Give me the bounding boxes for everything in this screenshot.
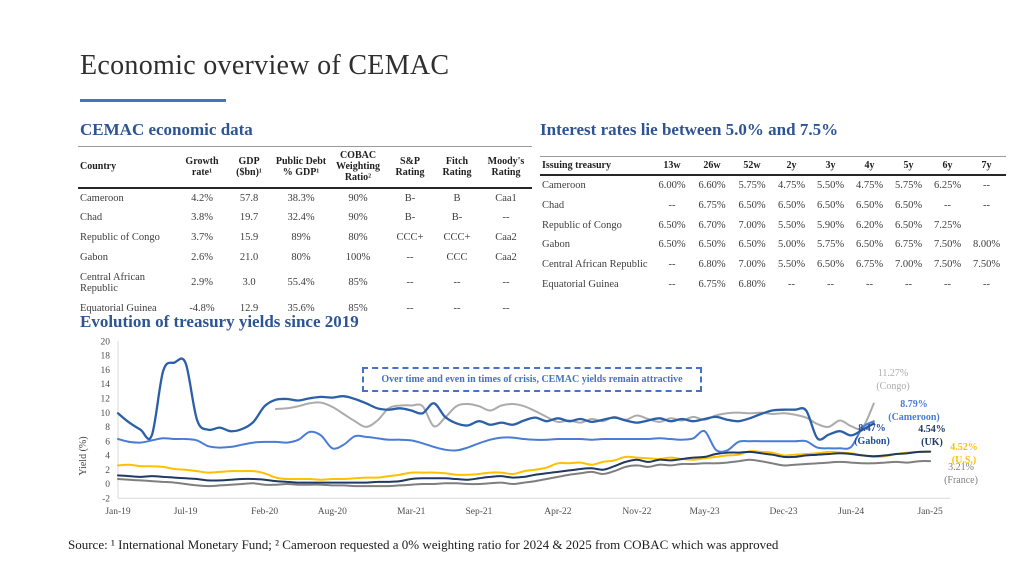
y-axis-ticks [101, 337, 111, 504]
table-row [78, 208, 532, 228]
value-cell: 8.00% [972, 239, 1001, 251]
end-label-name: (France) [944, 474, 978, 486]
value-cell: 6.50% [894, 219, 923, 231]
value-cell: -- [502, 303, 510, 315]
value-cell: 15.9 [239, 232, 259, 244]
value-cell: 7.00% [738, 259, 766, 271]
column-header: COBAC Weighting Ratio² [330, 147, 386, 188]
value-cell: 6.50% [698, 239, 726, 251]
chart-callout-box: Over time and even in times of crisis, CEMAC yields remain attractive [362, 367, 702, 392]
value-cell: -- [788, 278, 795, 290]
column-header: Country [78, 147, 178, 188]
end-label-name: (U.S.) [951, 454, 977, 466]
column-header: 6y [928, 157, 967, 176]
column-header: GDP ($bn)¹ [226, 147, 272, 188]
end-label-value: 4.52% [950, 442, 978, 453]
x-axis-ticks [105, 507, 943, 517]
section-title-economic-data: CEMAC economic data [80, 120, 253, 139]
y-axis-title: Yield (%) [78, 436, 89, 476]
row-label-cell: Republic of Congo [80, 232, 160, 244]
value-cell: 5.00% [777, 239, 806, 251]
value-cell: -- [502, 212, 510, 224]
column-header: Public Debt % GDP¹ [272, 147, 330, 188]
value-cell: 85% [348, 277, 368, 289]
value-cell: 57.8 [239, 192, 259, 204]
x-tick-label: Aug-20 [317, 507, 347, 517]
page-title: Economic overview of CEMAC [80, 50, 450, 81]
value-cell: Caa2 [495, 232, 517, 244]
value-cell: -- [406, 303, 414, 315]
value-cell: 5.90% [816, 219, 845, 231]
value-cell: -- [453, 303, 461, 315]
value-cell: 7.50% [972, 259, 1001, 271]
end-label-name: (Congo) [876, 380, 910, 392]
value-cell: 38.3% [287, 192, 315, 204]
value-cell: -- [944, 278, 951, 290]
value-cell: 6.75% [855, 259, 884, 271]
value-cell: 6.75% [698, 199, 726, 211]
row-label-cell: Chad [542, 199, 565, 211]
title-underline [80, 99, 226, 102]
table-row [540, 175, 1006, 196]
value-cell: 6.50% [738, 239, 766, 251]
value-cell: 6.80% [698, 259, 726, 271]
value-cell: 6.50% [855, 239, 884, 251]
table-row [540, 235, 1006, 255]
series-end-label-Cameroon [866, 399, 962, 424]
value-cell: Caa1 [495, 192, 517, 204]
value-cell: 35.6% [287, 303, 315, 315]
source-note: Source: ¹ International Monetary Fund; ² Cameroon requested a 0% weighting ratio for 2024 & 2025 from COBAC which was approved [68, 537, 779, 552]
column-header: Moody's Rating [480, 147, 532, 188]
value-cell: CCC+ [396, 232, 424, 244]
series-line-Congo [276, 402, 874, 429]
value-cell: -- [983, 199, 990, 211]
x-tick-label: Mar-21 [397, 507, 426, 517]
value-cell: 6.50% [894, 199, 923, 211]
value-cell: 2.9% [191, 277, 213, 289]
value-cell: 6.20% [855, 219, 884, 231]
interest-rates-table [540, 156, 1006, 295]
y-tick-label: 18 [100, 351, 110, 362]
value-cell: 5.50% [777, 219, 806, 231]
value-cell: 19.7 [239, 212, 259, 224]
table-row [540, 196, 1006, 216]
column-header: S&P Rating [386, 147, 434, 188]
value-cell: 90% [348, 212, 368, 224]
y-tick-label: 8 [105, 423, 110, 434]
x-tick-label: May-23 [689, 507, 720, 517]
value-cell: 6.75% [894, 239, 923, 251]
value-cell: CCC+ [443, 232, 471, 244]
value-cell: 5.75% [738, 180, 766, 192]
value-cell: -- [668, 259, 676, 271]
y-tick-label: 10 [100, 408, 110, 419]
table-row [540, 255, 1006, 275]
row-label-cell: Cameroon [80, 192, 124, 204]
value-cell: -- [502, 277, 510, 289]
y-tick-label: 20 [100, 337, 110, 348]
value-cell: 32.4% [287, 212, 315, 224]
x-tick-label: Jun-24 [838, 507, 865, 517]
column-header: 2y [772, 157, 811, 176]
value-cell: 80% [348, 232, 368, 244]
value-cell: 6.00% [658, 180, 686, 192]
value-cell: -- [866, 278, 873, 290]
value-cell: 7.25% [933, 219, 962, 231]
y-tick-label: 4 [105, 451, 110, 462]
value-cell: 6.50% [658, 219, 686, 231]
yield-chart [60, 336, 1024, 528]
column-header: Issuing treasury [540, 157, 652, 176]
end-label-value: 8.79% [900, 399, 928, 410]
series-end-label-Congo [860, 368, 926, 393]
x-tick-label: Feb-20 [251, 507, 279, 517]
value-cell: 80% [291, 251, 311, 263]
value-cell: 6.50% [816, 199, 845, 211]
row-label-cell: Equatorial Guinea [542, 278, 619, 290]
value-cell: B- [404, 212, 416, 224]
y-tick-label: 2 [105, 465, 110, 476]
value-cell: 5.50% [816, 180, 845, 192]
series-end-label-UK [907, 424, 957, 449]
value-cell: 3.8% [191, 212, 213, 224]
x-tick-label: Jan-25 [917, 507, 943, 517]
value-cell: 5.50% [777, 259, 806, 271]
value-cell: 100% [345, 251, 371, 263]
value-cell: B- [404, 192, 416, 204]
column-header: 52w [732, 157, 772, 176]
value-cell: -4.8% [189, 303, 215, 315]
value-cell: 7.50% [933, 239, 962, 251]
column-header: 3y [811, 157, 850, 176]
column-header: 5y [889, 157, 928, 176]
row-label-cell: Cameroon [542, 180, 586, 192]
value-cell: 90% [348, 192, 368, 204]
end-label-value: 11.27% [877, 368, 909, 379]
end-label-value: 3.21% [948, 462, 974, 473]
value-cell: 55.4% [287, 277, 315, 289]
column-header: 7y [967, 157, 1006, 176]
value-cell: 4.75% [777, 180, 806, 192]
y-tick-label: 12 [100, 394, 110, 405]
value-cell: -- [668, 278, 676, 290]
value-cell: 5.75% [894, 180, 923, 192]
value-cell: CCC [446, 251, 468, 263]
value-cell: 6.80% [738, 278, 766, 290]
end-label-value: 4.54% [918, 424, 946, 435]
series-line-France [118, 460, 930, 486]
column-header: Fitch Rating [434, 147, 480, 188]
value-cell: -- [944, 199, 951, 211]
y-tick-label: 14 [100, 380, 110, 391]
value-cell: 5.75% [816, 239, 845, 251]
value-cell: 6.50% [777, 199, 806, 211]
value-cell: 2.6% [191, 251, 213, 263]
value-cell: -- [406, 277, 414, 289]
value-cell: 3.0 [242, 277, 256, 289]
y-tick-label: -2 [102, 494, 110, 505]
row-label-cell: Gabon [80, 251, 108, 263]
value-cell: -- [905, 278, 912, 290]
row-label-cell: Gabon [542, 239, 570, 251]
end-label-name: (Cameroon) [888, 411, 940, 423]
row-label-cell: Chad [80, 212, 103, 224]
value-cell: B- [451, 212, 463, 224]
value-cell: -- [453, 277, 461, 289]
table-row [540, 216, 1006, 236]
value-cell: 85% [348, 303, 368, 315]
column-header: 4y [850, 157, 889, 176]
value-cell: 4.75% [855, 180, 884, 192]
value-cell: 6.50% [855, 199, 884, 211]
value-cell: Caa2 [495, 251, 517, 263]
value-cell: -- [983, 180, 990, 192]
row-label-cell: Central African Republic [80, 271, 146, 295]
value-cell: 12.9 [239, 303, 259, 315]
header-row [540, 157, 1006, 176]
value-cell: 6.50% [816, 259, 845, 271]
value-cell: 6.50% [658, 239, 686, 251]
value-cell: -- [406, 251, 414, 263]
economic-data-table [78, 146, 532, 319]
x-tick-label: Jul-19 [173, 507, 198, 517]
column-header: 26w [692, 157, 732, 176]
row-label-cell: Central African Republic [542, 259, 648, 271]
table-row [78, 268, 532, 300]
value-cell: 3.7% [191, 232, 213, 244]
series-end-label-Gabon [839, 423, 905, 448]
x-tick-label: Sep-21 [465, 507, 493, 517]
value-cell [967, 216, 1006, 236]
value-cell: 6.70% [698, 219, 726, 231]
value-cell: 4.2% [191, 192, 213, 204]
end-label-name: (UK) [921, 436, 943, 448]
section-title-yield-chart: Evolution of treasury yields since 2019 [80, 312, 359, 331]
value-cell: 6.75% [698, 278, 726, 290]
end-label-name: (Gabon) [854, 435, 890, 447]
y-tick-label: 16 [100, 365, 110, 376]
value-cell: -- [668, 199, 676, 211]
value-cell: 7.00% [738, 219, 766, 231]
row-label-cell: Republic of Congo [542, 219, 622, 231]
table-row [78, 188, 532, 209]
value-cell: B [453, 192, 461, 204]
value-cell: 6.25% [933, 180, 962, 192]
table-row [78, 228, 532, 248]
series-line-UK [118, 452, 930, 483]
value-cell: 7.50% [933, 259, 962, 271]
value-cell: -- [983, 278, 990, 290]
y-tick-label: 6 [105, 437, 110, 448]
value-cell: 7.00% [894, 259, 923, 271]
value-cell: 6.60% [698, 180, 726, 192]
value-cell: 6.50% [738, 199, 766, 211]
row-label-cell: Equatorial Guinea [80, 303, 157, 315]
x-tick-label: Jan-19 [105, 507, 131, 517]
y-tick-label: 0 [105, 480, 110, 491]
x-tick-label: Nov-22 [622, 507, 652, 517]
column-header: Growth rate¹ [178, 147, 226, 188]
column-header: 13w [652, 157, 692, 176]
value-cell: 21.0 [239, 251, 259, 263]
table-row [540, 275, 1006, 295]
header-row [78, 147, 532, 188]
x-tick-label: Dec-23 [769, 507, 798, 517]
x-tick-label: Apr-22 [544, 507, 572, 517]
value-cell: -- [827, 278, 834, 290]
section-title-interest-rates: Interest rates lie between 5.0% and 7.5% [540, 120, 839, 139]
value-cell: 89% [291, 232, 311, 244]
series-line-Cameroon [118, 421, 874, 452]
table-row [78, 248, 532, 268]
end-label-value: 8.47% [858, 423, 886, 434]
